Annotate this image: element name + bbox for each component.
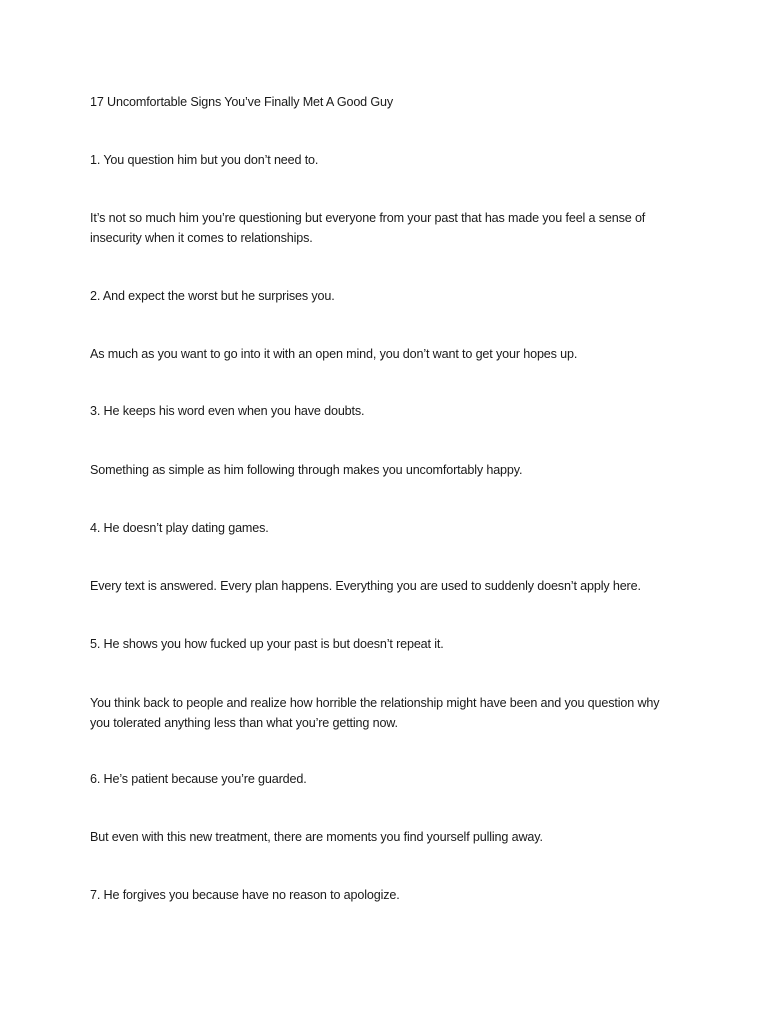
item-3-body: Something as simple as him following through makes you uncomfortably happy. xyxy=(90,463,523,477)
item-1-body: It’s not so much him you’re questioning but everyone from your past that has made you feel a sense of insecurity when it comes to relationships. xyxy=(90,211,646,245)
item-6-body: But even with this new treatment, there are moments you find yourself pulling away. xyxy=(90,830,543,844)
item-5-heading: 5. He shows you how fucked up your past is but doesn’t repeat it. xyxy=(90,637,444,651)
item-5-body: You think back to people and realize how horrible the relationship might have been and you question why you tolerated anything less than what you’re getting now. xyxy=(90,696,660,730)
item-2-body: As much as you want to go into it with an open mind, you don’t want to get your hopes up. xyxy=(90,347,578,361)
item-6-heading: 6. He’s patient because you’re guarded. xyxy=(90,772,307,786)
item-1-heading: 1. You question him but you don’t need to. xyxy=(90,153,319,167)
item-4-body: Every text is answered. Every plan happens. Everything you are used to suddenly doesn’t apply here. xyxy=(90,579,641,593)
item-2-heading: 2. And expect the worst but he surprises you. xyxy=(90,289,335,303)
item-4-heading: 4. He doesn’t play dating games. xyxy=(90,521,269,535)
item-7-heading: 7. He forgives you because have no reason to apologize. xyxy=(90,888,400,902)
item-3-heading: 3. He keeps his word even when you have doubts. xyxy=(90,404,365,418)
document-title: 17 Uncomfortable Signs You’ve Finally Met A Good Guy xyxy=(90,95,394,109)
